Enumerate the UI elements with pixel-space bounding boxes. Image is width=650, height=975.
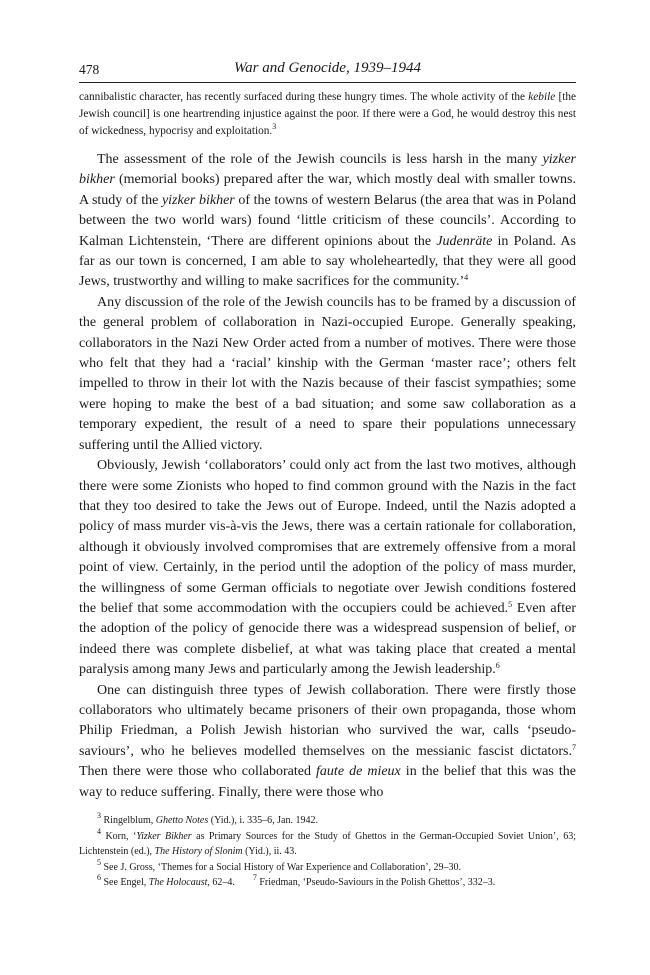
footnote-text: , 62–4. — [207, 877, 235, 889]
text-run: (memorial books) prepared after the war, which mostly deal with smaller towns. A study of the — [79, 172, 576, 208]
footnote-text: (Yid.), ii. 43. — [242, 846, 297, 858]
text-run: in Poland. As far as our town is concerned, I am able to say wholeheartedly, that they were all good Jews, trustworthy and willing to make sacrifices for the community.’ — [79, 233, 576, 290]
footnote — [79, 875, 576, 891]
quote-italic: kebile — [528, 91, 556, 103]
text-run: The assessment of the role of the Jewish councils is less harsh in the many — [97, 152, 543, 167]
footnote-text: Korn, ‘ — [101, 830, 137, 842]
italic-term: faute de mieux — [316, 764, 401, 780]
footnote-italic: Yizker Bikher — [136, 830, 192, 842]
page-number: 478 — [79, 62, 100, 77]
text-run: One can distinguish three types of Jewish collaboration. There were firstly those collaborators who ultimately became prisoners of their own propaganda, those whom Philip Friedman, a Polish Jewish historian who survived the war, calls ‘pseudo-saviours’, who he believes modelled themselves on the messianic fascist dictators. — [79, 682, 576, 759]
footnote-text: Friedman, ‘Pseudo-Saviours in the Polish Ghettos’, 332–3. — [256, 877, 496, 889]
italic-term: yizker bikher — [79, 152, 576, 188]
italic-term: yizker bikher — [161, 192, 235, 208]
page-header — [79, 60, 576, 83]
footnote — [79, 813, 576, 829]
footnote-italic: The Holocaust — [148, 877, 208, 889]
footnote — [79, 826, 576, 860]
footnote-ref: 3 — [272, 122, 277, 131]
running-title: War and Genocide, 1939–1944 — [234, 60, 421, 76]
text-run: in the belief that this was the way to reduce suffering. Finally, there were those who — [79, 764, 577, 800]
paragraph: Any discussion of the role of the Jewish councils has to be framed by a discussion of the general problem of collaboration in Nazi-occupied Europe. Generally speaking, collaborators in the Nazi New Order acted from a number of motives. There were those who felt that they had a ‘racial’ kinship with the German ‘master race’; others felt impelled to throw in their lot with the Nazis because of their fascist sympathies; some were hoping to make the best of a bad situation; and some saw collaboration as a temporary expedient, the result of a need to spare their populations unnecessary suffering until the Allied victory. — [79, 294, 576, 453]
footnote-text: (Yid.), i. 335–6, Jan. 1942. — [208, 815, 318, 826]
footnote-number: 3 — [97, 811, 101, 820]
paragraph — [79, 681, 576, 803]
footnote — [79, 857, 576, 876]
footnote-italic: Ghetto Notes — [155, 815, 209, 826]
quote-text: cannibalistic character, has recently surfaced during these hungry times. The whole activity of the — [79, 91, 529, 103]
text-run: Obviously, Jewish ‘collaborators’ could only act from the last two motives, although there were some Zionists who hoped to find common ground with the Nazis in the fact that they too desired to take the Jews out of Europe. Indeed, until the Nazis adopted a policy of mass murder vis-à-vis the Jews, there was a certain rationale for collaboration, although it obviously involved compromises that are extremely offensive from a moral point of view. Certainly, in the period until the adoption of the policy of mass murder, the willingness of some German officials to negotiate over Jewish conditions fostered the belief that some accommodation with the occupiers could be achieved. — [79, 458, 576, 616]
paragraph — [79, 456, 576, 680]
footnote-text: See Engel, — [101, 877, 149, 889]
body-text — [79, 150, 576, 803]
footnote-ref: 6 — [495, 661, 500, 671]
footnote-text: Ringelblum, — [101, 815, 156, 826]
footnote-number: 6 — [97, 873, 101, 883]
footnote-number: 7 — [252, 873, 257, 883]
footnote-italic: The History of Slonim — [154, 846, 243, 858]
text-run: Even after the adoption of the policy of genocide there was a widespread suspension of belief, or indeed there was complete disbelief, at what was taking place that created a mental paralysis among many Jews and particularly among the Jewish leadership. — [79, 600, 576, 678]
paragraph — [79, 150, 576, 293]
footnote-ref: 7 — [572, 742, 576, 752]
text-run: of the towns of western Belarus (the area that was in Poland between the two world wars) found ‘little criticism of these councils’. According to Kalman Lichtenstein, ‘There are different opinions about the — [79, 192, 577, 249]
footnote-number: 5 — [97, 857, 101, 867]
block-quote — [79, 89, 576, 140]
footnote-text: See J. Gross, ‘Themes for a Social History of War Experience and Collaboration’, 29–30. — [101, 861, 462, 873]
book-page — [79, 60, 576, 891]
footnote-text: as Primary Sources for the Study of Ghettos in the German-Occupied Soviet Union’, 63; Lichtenstein (ed.), — [79, 830, 576, 858]
text-run: Then there were those who collaborated — [79, 764, 317, 780]
footnote-number: 4 — [97, 826, 101, 836]
quote-text: [the Jewish council] is one heartrending injustice against the poor. If there were a God, he would destroy this nest of wickedness, hypocrisy and exploitation. — [79, 91, 577, 137]
footnote-ref: 4 — [464, 273, 469, 283]
footnote-ref: 5 — [508, 599, 513, 609]
italic-term: Judenräte — [436, 233, 493, 249]
footnotes — [79, 813, 576, 891]
